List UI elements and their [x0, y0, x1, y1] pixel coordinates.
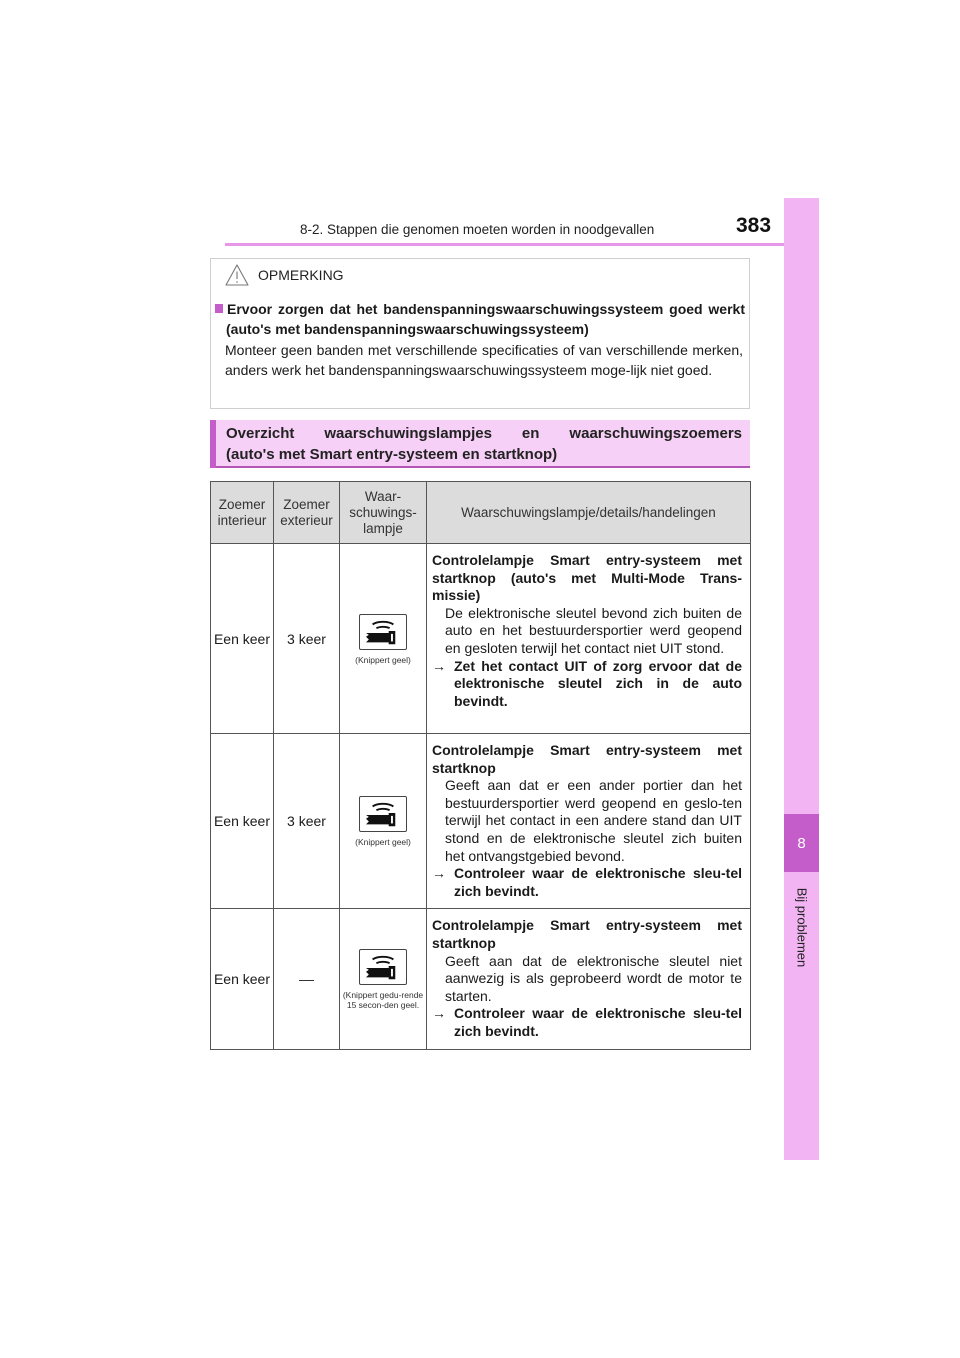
corrective-action: [432, 658, 742, 711]
notice-title: [215, 299, 745, 339]
arrow-right-icon: →: [432, 657, 446, 674]
chapter-section-title: 8-2. Stappen die genomen moeten worden in noodgevallen: [300, 222, 655, 237]
indicator-description: De elektronische sleutel bevond zich buiten de auto en het bestuurdersportier werd geopend en gesloten terwijl het contact niet UIT stond.: [445, 604, 742, 656]
indicator-description: Geeft aan dat de elektronische sleutel niet aanwezig is als geprobeerd wordt de motor te starten.: [445, 952, 742, 1004]
indicator-description: Geeft aan dat er een ander portier dan het bestuurdersportier werd geopend en geslo-ten terwijl het contact in een andere stand dan UIT stond en de elektronische sleutel zich buiten het ontvangstgebied bevond.: [445, 777, 742, 864]
dash-mark: [299, 980, 314, 981]
details-cell: [427, 909, 751, 1049]
chapter-label: Bij problemen: [794, 887, 809, 967]
chapter-label-tab: [784, 872, 819, 982]
warning-triangle-icon: [225, 264, 249, 286]
warning-light-cell: [340, 544, 427, 734]
interior-buzzer-cell: Een keer: [211, 734, 274, 909]
table-row: [211, 909, 751, 1049]
exterior-buzzer-cell: 3 keer: [274, 544, 340, 734]
section-heading-line2: (auto's met Smart entry-systeem en startknop): [226, 446, 558, 463]
square-bullet-icon: [215, 304, 223, 313]
action-text: Zet het contact UIT of zorg ervoor dat de elektronische sleutel zich in de auto bevindt.: [454, 657, 742, 709]
indicator-title: Controlelampje Smart entry-systeem met startknop: [432, 742, 742, 776]
arrow-right-icon: →: [432, 1005, 446, 1022]
header-warning-light: Waar-schuwings-lampje: [340, 482, 427, 544]
indicator-title: Controlelampje Smart entry-systeem met startknop (auto's met Multi-Mode Trans-missie): [432, 552, 742, 604]
warning-table: [210, 481, 751, 1050]
notice-box: [210, 258, 750, 409]
action-text: Controleer waar de elektronische sleu-tel zich bevindt.: [454, 865, 742, 899]
corrective-action: [432, 865, 742, 900]
header-exterior-buzzer: Zoemer exterieur: [274, 482, 340, 544]
table-header-row: [211, 482, 751, 544]
header-interior-buzzer: Zoemer interieur: [211, 482, 274, 544]
section-heading: [210, 420, 750, 468]
chapter-number-tab: 8: [784, 814, 819, 872]
interior-buzzer-cell: Een keer: [211, 909, 274, 1049]
lamp-caption: (Knippert geel): [355, 837, 411, 848]
chapter-side-tab: [784, 198, 819, 1160]
lamp-caption: (Knippert geel): [355, 654, 411, 665]
smart-key-indicator-icon: [359, 796, 407, 832]
notice-body: Monteer geen banden met verschillende specificaties of van verschillende merken, anders werk het bandenspanningswaarschuwingssysteem moge-lijk niet goed.: [225, 342, 743, 378]
smart-key-indicator-icon: [359, 949, 407, 985]
warning-light-cell: [340, 909, 427, 1049]
page-number: 383: [736, 214, 772, 237]
arrow-right-icon: →: [432, 865, 446, 882]
header-details: Waarschuwingslampje/details/handelingen: [427, 482, 751, 544]
header-divider: [225, 243, 819, 246]
details-cell: [427, 734, 751, 909]
warning-light-cell: [340, 734, 427, 909]
exterior-buzzer-cell: [274, 909, 340, 1049]
indicator-title: Controlelampje Smart entry-systeem met startknop: [432, 917, 742, 951]
smart-key-indicator-icon: [359, 614, 407, 650]
notice-label: OPMERKING: [258, 267, 344, 283]
details-cell: [427, 544, 751, 734]
notice-title-text: Ervoor zorgen dat het bandenspanningswaarschuwingssysteem goed werkt (auto's met bandenspanningswaarschuwingssysteem): [226, 301, 745, 337]
corrective-action: [432, 1005, 742, 1040]
interior-buzzer-cell: Een keer: [211, 544, 274, 734]
section-heading-bar: [210, 420, 216, 468]
table-row: [211, 734, 751, 909]
section-heading-line1: Overzicht waarschuwingslampjes en waarschuwingszoemers: [226, 425, 742, 442]
notice-heading: [225, 262, 344, 288]
table-row: [211, 544, 751, 734]
exterior-buzzer-cell: 3 keer: [274, 734, 340, 909]
action-text: Controleer waar de elektronische sleu-tel zich bevindt.: [454, 1005, 742, 1039]
lamp-caption: (Knippert gedu-rende 15 secon-den geel.: [342, 990, 424, 1010]
